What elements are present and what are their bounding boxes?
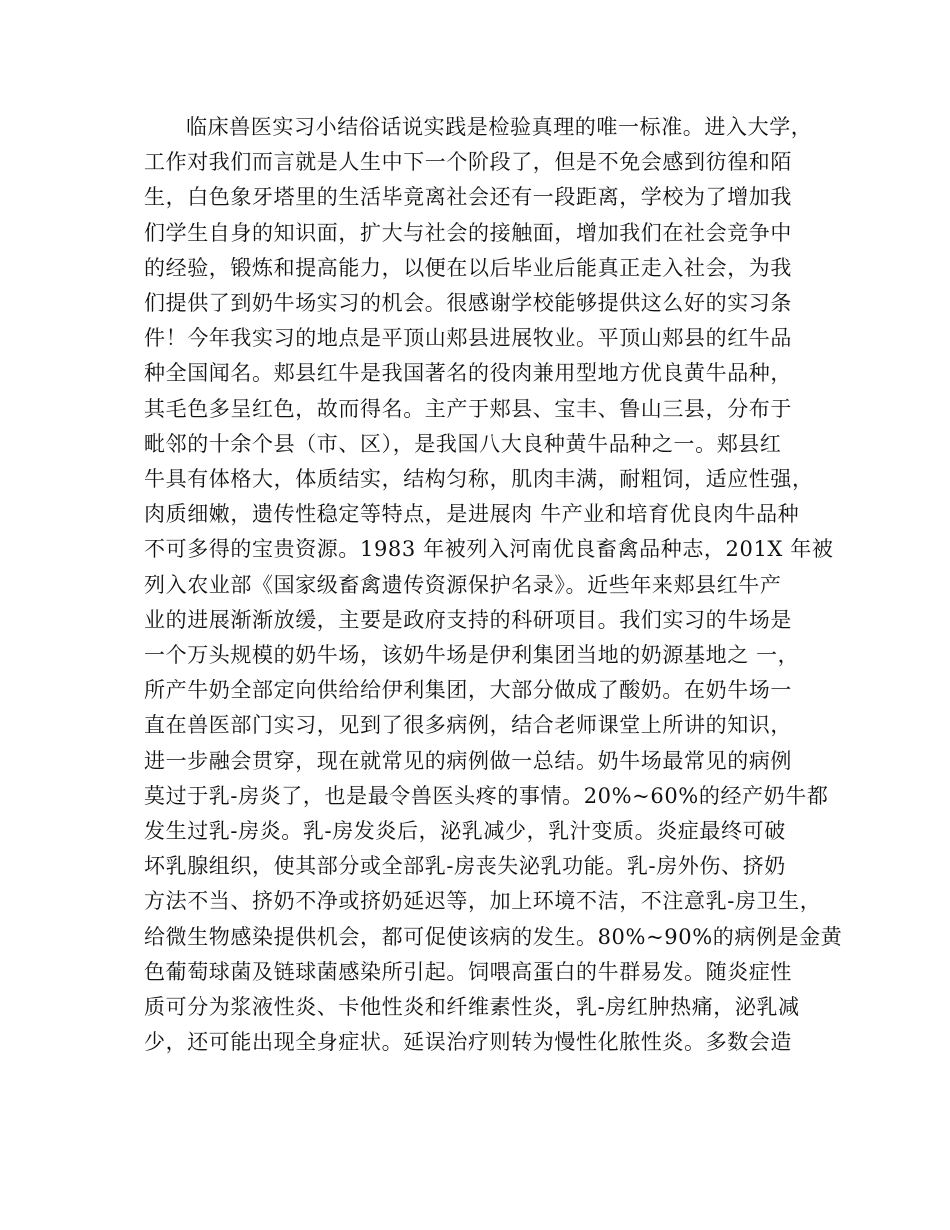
- text-line: 列入农业部《国家级畜禽遗传资源保护名录》。近些年来郏县红牛产: [144, 572, 782, 597]
- text-line: 坏乳腺组织，使其部分或全部乳-房丧失泌乳功能。乳-房外伤、挤奶: [144, 854, 786, 879]
- text-line: 生，白色象牙塔里的生活毕竟离社会还有一段距离，学校为了增加我: [144, 185, 792, 210]
- text-line: 质可分为浆液性炎、卡他性炎和纤维素性炎，乳-房红肿热痛，泌乳减: [144, 995, 800, 1020]
- text-line: 一个万头规模的奶牛场，该奶牛场是伊利集团当地的奶源基地之 一，: [144, 643, 800, 668]
- text-line: 种全国闻名。郏县红牛是我国著名的役肉兼用型地方优良黄牛品种，: [144, 361, 792, 386]
- text-line: 方法不当、挤奶不净或挤奶延迟等，加上环境不洁，不注意乳-房卫生，: [144, 889, 822, 914]
- text-line: 色葡萄球菌及链球菌感染所引起。饲喂高蛋白的牛群易发。随炎症性: [144, 959, 792, 984]
- text-line: 工作对我们而言就是人生中下一个阶段了，但是不免会感到彷徨和陌: [144, 150, 792, 175]
- text-line: 牛具有体格大，体质结实，结构匀称，肌肉丰满，耐粗饲，适应性强，: [144, 467, 814, 492]
- text-line: 临床兽医实习小结俗话说实践是检验真理的唯一标准。进入大学，: [186, 115, 813, 139]
- body-paragraph: [144, 110, 843, 1060]
- text-line: 莫过于乳-房炎了，也是最令兽医头疼的事情。20%~60%的经产奶牛都: [144, 783, 829, 808]
- text-line: 们学生自身的知识面，扩大与社会的接触面，增加我们在社会竞争中: [144, 220, 792, 245]
- text-line: 业的进展渐渐放缓，主要是政府支持的科研项目。我们实习的牛场是: [144, 607, 792, 632]
- text-line: 给微生物感染提供机会，都可促使该病的发生。80%~90%的病例是金黄: [144, 924, 843, 949]
- text-line: 所产牛奶全部定向供给给伊利集团，大部分做成了酸奶。在奶牛场一: [144, 678, 792, 703]
- text-line: 进一步融会贯穿，现在就常见的病例做一总结。奶牛场最常见的病例: [144, 748, 792, 773]
- text-line: 少，还可能出现全身症状。延误治疗则转为慢性化脓性炎。多数会造: [144, 1030, 792, 1055]
- text-line: 件！今年我实习的地点是平顶山郏县进展牧业。平顶山郏县的红牛品: [144, 326, 792, 351]
- text-line: 不可多得的宝贵资源。1983 年被列入河南优良畜禽品种志，201X 年被: [144, 537, 834, 562]
- text-line: 的经验，锻炼和提高能力，以便在以后毕业后能真正走入社会，为我: [144, 255, 792, 280]
- text-line: 们提供了到奶牛场实习的机会。很感谢学校能够提供这么好的实习条: [144, 291, 792, 316]
- text-line: 毗邻的十余个县（市、区），是我国八大良种黄牛品种之一。郏县红: [144, 431, 782, 456]
- text-line: 其毛色多呈红色，故而得名。主产于郏县、宝丰、鲁山三县，分布于: [144, 396, 792, 421]
- text-line: 发生过乳-房炎。乳-房发炎后，泌乳减少，乳汁变质。炎症最终可破: [144, 819, 786, 844]
- text-line: 直在兽医部门实习，见到了很多病例，结合老师课堂上所讲的知识，: [144, 713, 792, 738]
- text-line: 肉质细嫩，遗传性稳定等特点，是进展肉 牛产业和培育优良肉牛品种: [144, 502, 800, 527]
